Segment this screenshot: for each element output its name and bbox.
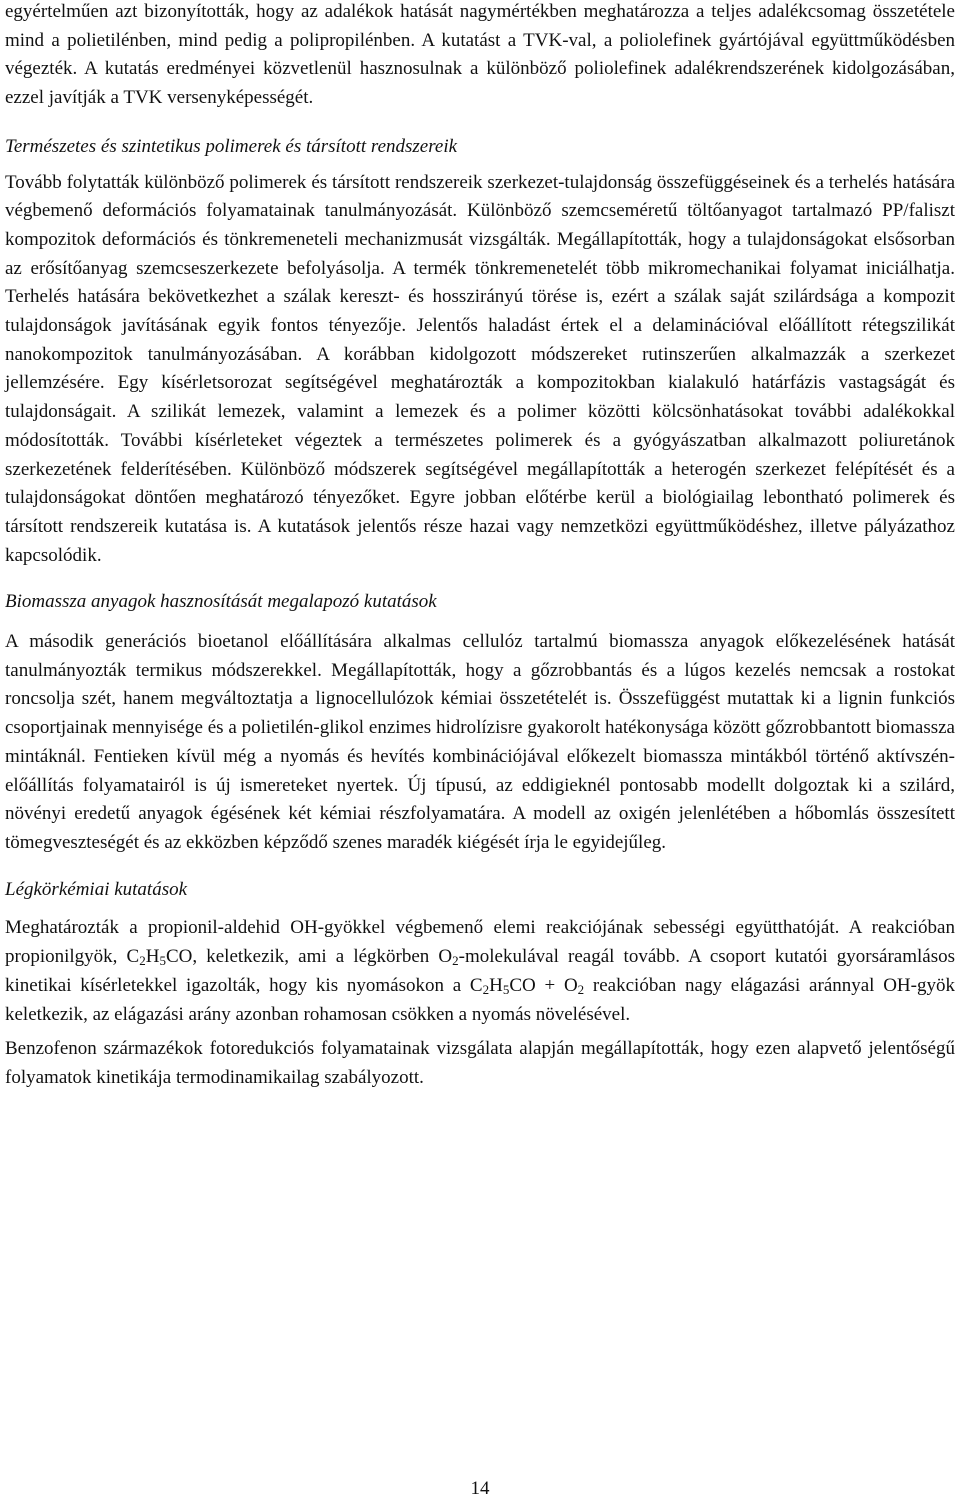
document-page [5, 0, 955, 1093]
text-segment: , keletkezik, ami a légkörben [192, 946, 439, 968]
text-segment: reakcióban nagy elágazási aránnyal OH-gyök keletkezik, az elágazási arány azonban rohamosan csökken a nyomás növelésével. [5, 974, 955, 1025]
formula-oxygen: $O_2$ [438, 946, 459, 969]
paragraph-polymers: Tovább folytatták különböző polimerek és társított rendszereik szerkezet-tulajdonság összefüggéseinek és a terhelés hatására végbemenő deformációs folyamatainak tanulmányozását. Különböző szemcseméretű töltőanyagot tartalmazó PP/faliszt kompozitok deformációs és tönkremeneteli mechanizmusát vizsgálták. Megállapították, hogy a tulajdonságokat elsősorban az erősítőanyag szemcseszerkezete befolyásolja. A termék tönkremenetelét több mikromechanikai folyamat iniciálhatja. Terhelés hatására bekövetkezhet a szálak kereszt- és hosszirányú törése is, ezért a szálak saját szilárdsága a kompozit tulajdonságok javításának egyik fontos tényezője. Jelentős haladást értek el a delaminációval előállított rétegszilikát nanokompozitok tanulmányozásában. A korábban kidolgozott módszereket rutinszerűen alkalmazzák a szerkezet jellemzésére. Egy kísérletsorozat segítségével meghatározták a kompozitokban kialakuló határfázis vastagságát és tulajdonságait. A szilikát lemezek, valamint a lemezek és a polimer közötti kölcsönhatásokat további adalékokkal módosították. További kísérleteket végeztek a természetes polimerek és a gyógyászatban alkalmazott poliuretánok szerkezetének felderítésében. Különböző módszerek segítségével megállapították a heterogén szerkezet felépítését és a tulajdonságokat döntően meghatározó tényezőket. Egyre jobban előtérbe kerül a biológiailag lebontható polimerek és társított rendszereik kutatása is. A kutatások jelentős része hazai vagy nemzetközi együttműködéshez, illetve pályázathoz kapcsolódik. [5, 171, 955, 566]
section-heading-biomass: Biomassza anyagok hasznosítását megalapozó kutatások [5, 591, 437, 613]
page-number: 14 [470, 1478, 490, 1499]
paragraph-atmospheric-1 [5, 914, 955, 1029]
text-segment: Meghatározták a propionil-aldehid OH-gyökkel végbemenő elemi reakciójának sebességi együtthatóját. A reakcióban propionilgyök, [5, 917, 955, 968]
section-heading-polymers: Természetes és szintetikus polimerek és társított rendszereik [5, 135, 458, 157]
intro-paragraph: egyértelműen azt bizonyították, hogy az adalékok hatását nagymértékben meghatározza a teljes adalékcsomag összetétele mind a polietilénben, mind pedig a polipropilénben. A kutatást a TVK-val, a poliolefinek gyártójával együttműködésben végezték. A kutatás eredményei közvetlenül hasznosulnak a különböző poliolefinek adalékrendszerének kidolgozásában, ezzel javítják a TVK versenyképességét. [5, 1, 955, 109]
paragraph-atmospheric-2: Benzofenon származékok fotoredukciós folyamatainak vizsgálata alapján megállapították, hogy ezen alapvető jelentőségű folyamatok kinetikája termodinamikailag szabályozott. [5, 1038, 955, 1088]
paragraph-biomass: A második generációs bioetanol előállítására alkalmas cellulóz tartalmú biomassza anyagok előkezelésének hatását tanulmányozták termikus módszerekkel. Megállapították, hogy a gőzrobbantás és a lúgos kezelés nemcsak a rostokat roncsolja szét, hanem megváltoztatja a lignocellulózok kémiai összetételét is. Összefüggést mutattak ki a lignin funkciós csoportjainak mennyisége és a polietilén-glikol enzimes hidrolízisre gyakorolt hatékonysága között gőzrobbantott biomassza mintáknál. Fentieken kívül még a nyomás és hevítés kombinációjával előkezelt biomassza mintákból történő aktívszén-előállítás folyamatairól is új ismereteket nyertek. Új típusú, az eddigieknél pontosabb modellt dolgoztak ki a szilárd, növényi eredetű anyagok égésének két kémiai részfolyamatára. A modell az oxigén jelenlétében a hőbomlás összesített tömegveszteségét és az ekközben képződő szenes maradék kiégését írja le egyidejűleg. [5, 631, 955, 853]
formula-reaction: $C_2H_5CO + O_2$ [469, 974, 585, 997]
formula-propionyl: $C_2H_5CO$ [126, 946, 193, 969]
section-heading-atmospheric: Légkörkémiai kutatások [5, 878, 188, 900]
text-segment: -molekulával reagál tovább. A csoport kutatói gyorsáramlásos kinetikai kísérletekkel igazolták, hogy kis nyomásokon a [5, 946, 955, 996]
